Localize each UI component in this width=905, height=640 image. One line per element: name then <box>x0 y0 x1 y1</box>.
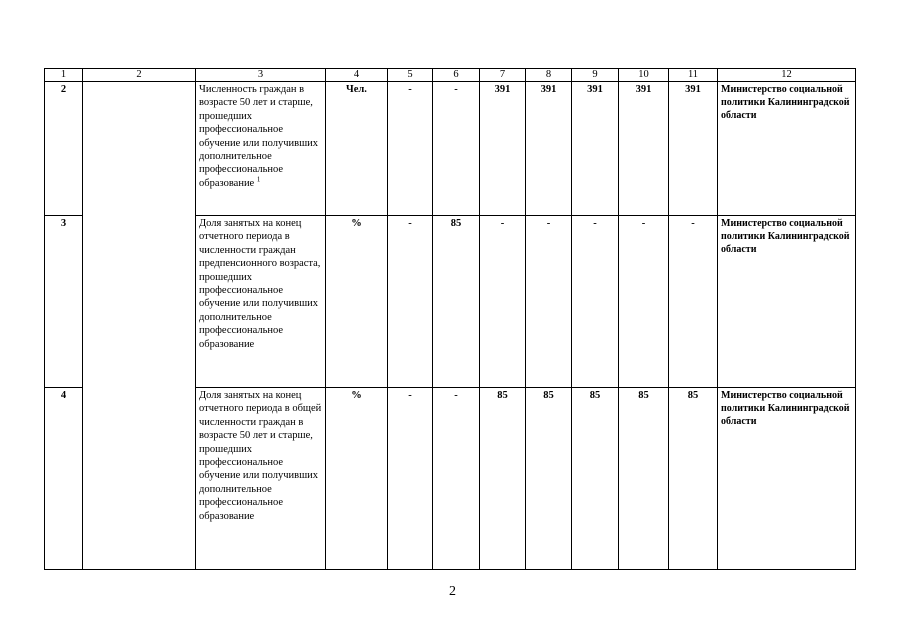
header-cell: 1 <box>45 69 83 82</box>
value-cell: - <box>388 388 433 570</box>
header-cell: 5 <box>388 69 433 82</box>
header-cell: 8 <box>526 69 572 82</box>
responsible-org: Министерство социальной политики Калининградской области <box>718 216 856 388</box>
header-cell: 7 <box>480 69 526 82</box>
value-cell: - <box>433 388 480 570</box>
value-cell: - <box>388 82 433 216</box>
responsible-org: Министерство социальной политики Калининградской области <box>718 388 856 570</box>
value-cell: - <box>526 216 572 388</box>
row-number: 2 <box>45 82 83 216</box>
table-row <box>45 82 856 216</box>
indicator-name: Численность граждан в возрасте 50 лет и старше, прошедших профессиональное обучение или получивших дополнительное профессиональное образование $^1$ <box>196 82 326 216</box>
header-cell: 9 <box>572 69 619 82</box>
value-cell: 85 <box>480 388 526 570</box>
page-number: 2 <box>449 584 456 599</box>
header-cell: 12 <box>718 69 856 82</box>
value-cell: 85 <box>619 388 669 570</box>
merged-empty-cell <box>83 82 196 570</box>
value-cell: 391 <box>619 82 669 216</box>
value-cell: - <box>669 216 718 388</box>
header-cell: 11 <box>669 69 718 82</box>
value-cell: 85 <box>526 388 572 570</box>
value-cell: - <box>433 82 480 216</box>
value-cell: 85 <box>669 388 718 570</box>
header-cell: 6 <box>433 69 480 82</box>
footnote-marker: 1 <box>256 175 261 184</box>
value-cell: - <box>572 216 619 388</box>
value-cell: - <box>619 216 669 388</box>
row-number: 3 <box>45 216 83 388</box>
indicator-name: Доля занятых на конец отчетного периода в численности граждан предпенсионного возраста, прошедших профессиональное обучение или получивших дополнительное профессиональное образование <box>196 216 326 388</box>
header-cell: 2 <box>83 69 196 82</box>
unit-cell: % <box>326 216 388 388</box>
value-cell: 391 <box>480 82 526 216</box>
responsible-org: Министерство социальной политики Калининградской области <box>718 82 856 216</box>
value-cell: 85 <box>433 216 480 388</box>
value-cell: - <box>480 216 526 388</box>
value-cell: - <box>388 216 433 388</box>
header-cell: 10 <box>619 69 669 82</box>
value-cell: 391 <box>669 82 718 216</box>
header-cell: 4 <box>326 69 388 82</box>
indicator-name: Доля занятых на конец отчетного периода в общей численности граждан в возрасте 50 лет и старше, прошедших профессиональное обучение или получивших дополнительное профессиональное образование <box>196 388 326 570</box>
unit-cell: % <box>326 388 388 570</box>
value-cell: 391 <box>526 82 572 216</box>
unit-cell: Чел. <box>326 82 388 216</box>
value-cell: 391 <box>572 82 619 216</box>
indicators-table <box>44 68 856 570</box>
column-number-row <box>45 69 856 82</box>
value-cell: 85 <box>572 388 619 570</box>
row-number: 4 <box>45 388 83 570</box>
header-cell: 3 <box>196 69 326 82</box>
